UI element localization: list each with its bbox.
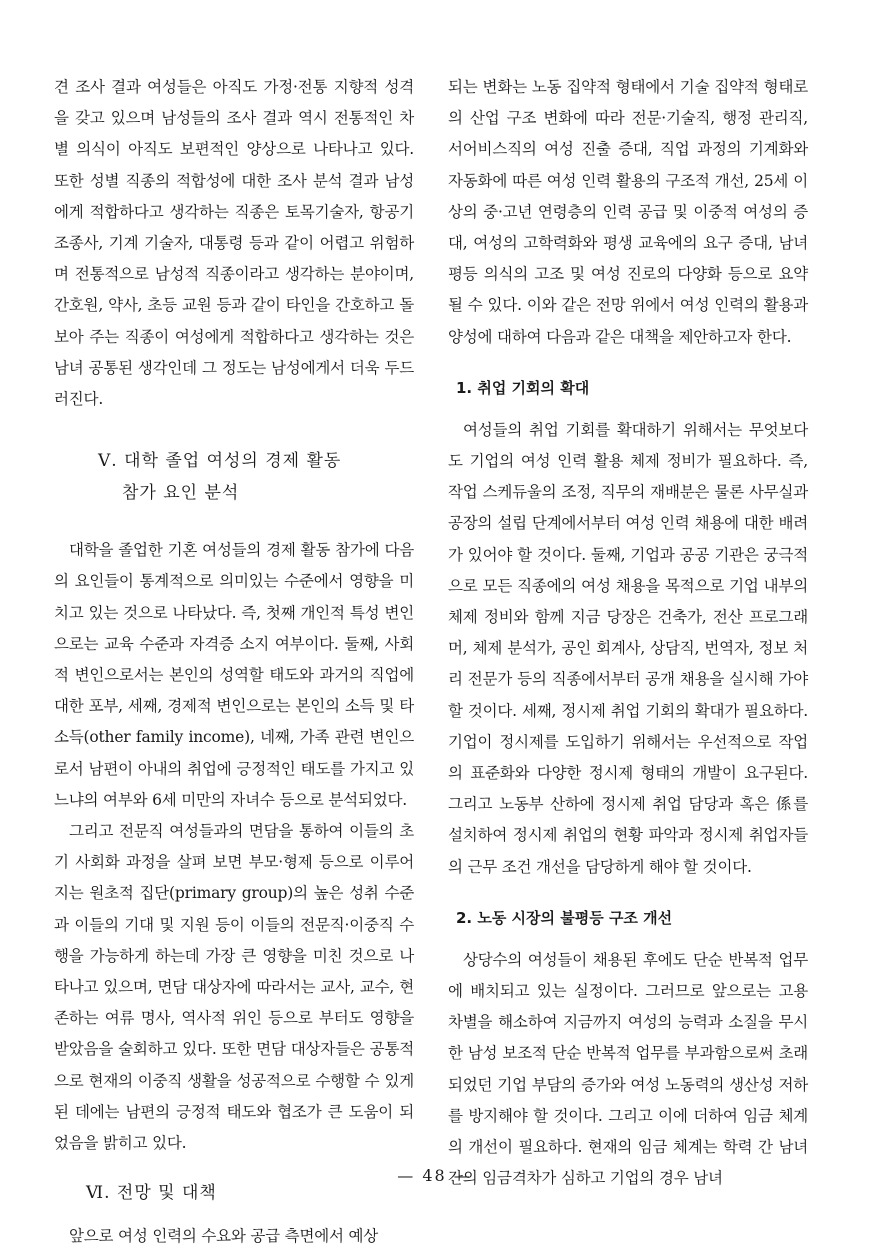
right-column (448, 72, 808, 1195)
section-vi-title: Ⅵ. 전망 및 대책 (86, 1183, 217, 1204)
left-column (54, 72, 414, 1253)
paragraph-vi-1: 앞으로 여성 인력의 수요와 공급 측면에서 예상 (69, 1227, 379, 1246)
paragraph-v-2: 그리고 전문직 여성들과의 면담을 통하여 이들의 초기 사회화 과정을 살펴 보면 부모·형제 등으로 이루어지는 원초적 집단(primary group)의 높은 성취 수준과 이들의 기대 및 지원 등이 이들의 전문직·이중직 수행을 가능하게 하는데 가장 큰 영향을 미친 것으로 나타나고 있으며, 면담 대상자에 따라서는 교사, 교수, 현존하는 여류 명사, 역사적 위인 등으로 부터도 영향을 받았음을 술회하고 있다. 또한 면담 대상자들은 공통적으로 현재의 이중직 생활을 성공적으로 수행할 수 있게 된 데에는 남편의 긍정적 태도와 협조가 큰 도움이 되었음을 밝히고 있다. (54, 822, 414, 1153)
page-number: — 48 — (397, 1166, 472, 1185)
paragraph-continued: 되는 변화는 노동 집약적 형태에서 기술 집약적 형태로의 산업 구조 변화에 따라 전문·기술직, 행정 관리직, 서어비스직의 여성 진출 증대, 직업 과정의 기계화와 자동화에 따른 여성 인력 활용의 구조적 개선, 25세 이상의 중·고년 연령층의 인력 공급 및 이중적 여성의 증대, 여성의 고학력화와 평생 교육에의 요구 증대, 남녀 평등 의식의 고조 및 여성 진로의 다양화 등으로 요약될 수 있다. 이와 같은 전망 위에서 여성 인력의 활용과 양성에 대하여 다음과 같은 대책을 제안하고자 한다. (448, 78, 808, 346)
section-v-title (54, 445, 414, 509)
section-v-title-line1: Ⅴ. 대학 졸업 여성의 경제 활동 (98, 451, 342, 472)
paragraph-intro: 견 조사 결과 여성들은 아직도 가정·전통 지향적 성격을 갖고 있으며 남성들의 조사 결과 역시 전통적인 차별 의식이 아직도 보편적인 양상으로 나타나고 있다. 또한 성별 직종의 적합성에 대한 조사 분석 결과 남성에게 적합하다고 생각하는 직종은 토목기술자, 항공기 조종사, 기계 기술자, 대통령 등과 같이 어렵고 위험하며 전통적으로 남성적 직종이라고 생각하는 분야이며, 간호원, 약사, 초등 교원 등과 같이 타인을 간호하고 돌보아 주는 직종이 여성에게 적합하다고 생각하는 것은 남녀 공통된 생각인데 그 정도는 남성에게서 더욱 두드러진다. (54, 78, 414, 409)
section-v-title-line2: 참가 요인 분석 (122, 483, 240, 504)
paragraph-subsection-1: 여성들의 취업 기회를 확대하기 위해서는 무엇보다도 기업의 여성 인력 활용 체제 정비가 필요하다. 즉, 작업 스케듀울의 조정, 직무의 재배분은 물론 사무실과 공장의 설립 단계에서부터 여성 인력 채용에 대한 배려가 있어야 할 것이다. 둘째, 기업과 공공 기관은 궁극적으로 모든 직종에의 여성 채용을 목적으로 기업 내부의 체제 정비와 함께 지금 당장은 건축가, 전산 프로그래머, 체제 분석가, 공인 회계사, 상담직, 번역자, 정보 처리 전문가 등의 직종에서부터 공개 채용을 실시해 가야 할 것이다. 세째, 정시제 취업 기회의 확대가 필요하다. 기업이 정시제를 도입하기 위해서는 우선적으로 작업의 표준화와 다양한 정시제 형태의 개발이 요구된다. 그리고 노동부 산하에 정시제 취업 담당과 혹은 係를 설치하여 정시제 취업의 현황 파악과 정시제 취업자들의 근무 조건 개선을 담당하게 해야 할 것이다. (448, 420, 808, 876)
subsection-1-title: 1. 취업 기회의 확대 (456, 378, 590, 397)
paragraph-subsection-2: 상당수의 여성들이 채용된 후에도 단순 반복적 업무에 배치되고 있는 실정이다. 그러므로 앞으로는 고용 차별을 해소하여 지금까지 여성의 능력과 소질을 무시한 남성 보조적 단순 반복적 업무를 부과함으로써 초래되었던 기업 부담의 증가와 여성 노동력의 생산성 저하를 방지해야 할 것이다. 그리고 이에 더하여 임금 체계의 개선이 필요하다. 현재의 임금 체계는 학력 간 남녀 간의 임금격차가 심하고 기업의 경우 남녀 (448, 950, 808, 1188)
paragraph-v-1: 대학을 졸업한 기혼 여성들의 경제 활동 참가에 다음의 요인들이 통계적으로 의미있는 수준에서 영향을 미치고 있는 것으로 나타났다. 즉, 첫째 개인적 특성 변인으로는 교육 수준과 자격증 소지 여부이다. 둘째, 사회적 변인으로서는 본인의 성역할 태도와 과거의 직업에 대한 포부, 세째, 경제적 변인으로는 본인의 소득 및 타소득(other family income), 네째, 가족 관련 변인으로서 남편이 아내의 취업에 긍정적인 태도를 가지고 있느냐의 여부와 6세 미만의 자녀수 등으로 분석되었다. (54, 541, 414, 809)
subsection-2-title: 2. 노동 시장의 불평등 구조 개선 (456, 908, 673, 927)
